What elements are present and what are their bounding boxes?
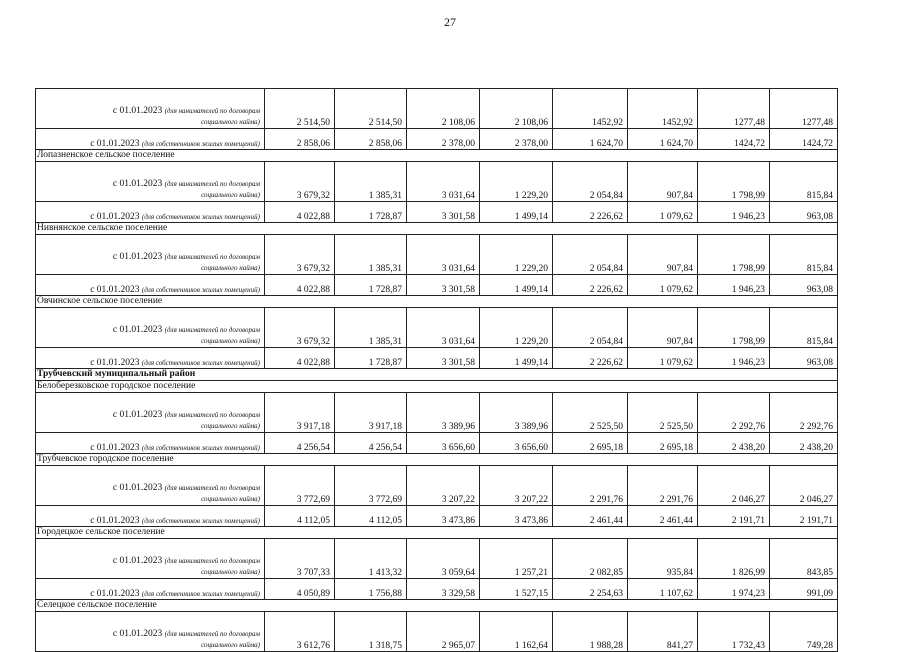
tariff-value-cell: 1277,48	[698, 89, 770, 129]
owner-tariff-row	[36, 129, 838, 150]
row-label-note-cont: социального найма)	[201, 337, 260, 345]
row-label-date: с 01.01.2023	[112, 106, 163, 116]
row-label-note-cont: социального найма)	[201, 568, 260, 576]
tariff-value-cell: 3 679,32	[265, 162, 335, 202]
tenant-tariff-row	[36, 235, 838, 275]
row-label-note: (для собственников жилых помещений)	[141, 590, 260, 598]
tariff-value-cell: 1 079,62	[628, 348, 698, 369]
tariff-value-cell: 1 079,62	[628, 275, 698, 296]
tariff-value-cell: 3 473,86	[480, 506, 553, 527]
tariff-value-cell: 1 385,31	[335, 162, 407, 202]
row-label-note-cont: социального найма)	[201, 641, 260, 649]
settlement-name: Трубчевское городское поселение	[36, 454, 838, 466]
tariff-value-cell: 3 772,69	[335, 466, 407, 506]
row-label-date: с 01.01.2023	[112, 410, 163, 420]
row-label-note: (для нанимателей по договорам	[164, 253, 260, 261]
tariff-value-cell: 2 191,71	[770, 506, 838, 527]
settlement-header-row	[36, 296, 838, 308]
row-label-note: (для собственников жилых помещений)	[141, 359, 260, 367]
tariff-value-cell: 935,84	[628, 539, 698, 579]
tariff-value-cell: 991,09	[770, 579, 838, 600]
row-label-note: (для нанимателей по договорам	[164, 107, 260, 115]
tariff-value-cell: 1 728,87	[335, 202, 407, 223]
tariff-value-cell: 3 207,22	[480, 466, 553, 506]
tariff-value-cell: 2 858,06	[265, 129, 335, 150]
row-label-line1	[40, 410, 260, 421]
tenant-tariff-row	[36, 466, 838, 506]
tariff-value-cell: 3 031,64	[407, 162, 480, 202]
tariff-value-cell: 2 226,62	[553, 348, 628, 369]
tariff-value-cell: 4 112,05	[335, 506, 407, 527]
row-label-date: с 01.01.2023	[112, 325, 163, 335]
owner-tariff-row	[36, 202, 838, 223]
tariff-value-cell: 2 461,44	[628, 506, 698, 527]
tariff-table	[35, 88, 838, 652]
tariff-value-cell: 3 031,64	[407, 235, 480, 275]
owner-tariff-row	[36, 275, 838, 296]
tariff-value-cell: 1 385,31	[335, 235, 407, 275]
row-label-note-cont: социального найма)	[201, 118, 260, 126]
tariff-value-cell: 1 624,70	[628, 129, 698, 150]
tariff-value-cell: 815,84	[770, 308, 838, 348]
page-number: 27	[444, 15, 456, 29]
tariff-value-cell: 2 461,44	[553, 506, 628, 527]
row-label-line1	[40, 629, 260, 640]
tariff-value-cell: 2 226,62	[553, 202, 628, 223]
tariff-value-cell: 3 612,76	[265, 612, 335, 652]
tariff-value-cell: 3 301,58	[407, 275, 480, 296]
tenant-tariff-row	[36, 308, 838, 348]
row-label-note: (для собственников жилых помещений)	[141, 140, 260, 148]
tariff-value-cell: 1 107,62	[628, 579, 698, 600]
row-label-note: (для нанимателей по договорам	[164, 557, 260, 565]
row-label-note: (для нанимателей по договорам	[164, 484, 260, 492]
tariff-value-cell: 3 059,64	[407, 539, 480, 579]
tariff-value-cell: 1 499,14	[480, 202, 553, 223]
tariff-value-cell: 3 656,60	[407, 433, 480, 454]
row-label	[36, 433, 265, 454]
tariff-value-cell: 1452,92	[628, 89, 698, 129]
row-label	[36, 348, 265, 369]
tariff-value-cell: 2 965,07	[407, 612, 480, 652]
row-label-note-cont: социального найма)	[201, 495, 260, 503]
tariff-value-cell: 963,08	[770, 202, 838, 223]
row-label-line1	[40, 483, 260, 494]
settlement-header-row	[36, 454, 838, 466]
row-label-note-cont: социального найма)	[201, 422, 260, 430]
row-label-note: (для нанимателей по договорам	[164, 630, 260, 638]
row-label-date: с 01.01.2023	[90, 139, 140, 149]
tariff-value-cell: 2 191,71	[698, 506, 770, 527]
row-label-line1	[40, 106, 260, 117]
row-label	[36, 539, 265, 579]
tariff-value-cell: 2 292,76	[770, 393, 838, 433]
row-label-note: (для нанимателей по договорам	[164, 411, 260, 419]
tariff-value-cell: 3 301,58	[407, 348, 480, 369]
tariff-value-cell: 1 499,14	[480, 348, 553, 369]
tariff-value-cell: 3 473,86	[407, 506, 480, 527]
tariff-value-cell: 749,28	[770, 612, 838, 652]
tariff-value-cell: 1 946,23	[698, 275, 770, 296]
tariff-value-cell: 2 054,84	[553, 235, 628, 275]
tariff-value-cell: 815,84	[770, 235, 838, 275]
tariff-value-cell: 2 291,76	[553, 466, 628, 506]
tariff-value-cell: 1 798,99	[698, 308, 770, 348]
row-label-line1	[40, 325, 260, 336]
tariff-value-cell: 3 301,58	[407, 202, 480, 223]
tariff-value-cell: 2 514,50	[265, 89, 335, 129]
row-label-date: с 01.01.2023	[90, 358, 140, 368]
tariff-value-cell: 2 054,84	[553, 308, 628, 348]
tariff-value-cell: 4 022,88	[265, 202, 335, 223]
tariff-value-cell: 1 732,43	[698, 612, 770, 652]
row-label-note: (для нанимателей по договорам	[164, 326, 260, 334]
tariff-value-cell: 2 046,27	[698, 466, 770, 506]
tariff-value-cell: 2 514,50	[335, 89, 407, 129]
row-label-date: с 01.01.2023	[112, 179, 163, 189]
tariff-value-cell: 3 031,64	[407, 308, 480, 348]
tariff-value-cell: 907,84	[628, 308, 698, 348]
owner-tariff-row	[36, 579, 838, 600]
tariff-value-cell: 1 079,62	[628, 202, 698, 223]
row-label	[36, 202, 265, 223]
tariff-value-cell: 841,27	[628, 612, 698, 652]
tariff-value-cell: 2 438,20	[698, 433, 770, 454]
district-name: Трубчевский муниципальный район	[36, 369, 838, 381]
tariff-value-cell: 2 695,18	[553, 433, 628, 454]
settlement-name: Белоберезковское городское поселение	[36, 381, 838, 393]
row-label	[36, 162, 265, 202]
settlement-name: Городецкое сельское поселение	[36, 527, 838, 539]
row-label	[36, 275, 265, 296]
tenant-tariff-row	[36, 612, 838, 652]
tariff-value-cell: 1277,48	[770, 89, 838, 129]
tariff-value-cell: 2 858,06	[335, 129, 407, 150]
tariff-value-cell: 2 378,00	[407, 129, 480, 150]
tariff-value-cell: 2 226,62	[553, 275, 628, 296]
settlement-header-row	[36, 600, 838, 612]
row-label-date: с 01.01.2023	[90, 589, 140, 599]
row-label-line1	[40, 556, 260, 567]
row-label-date: с 01.01.2023	[90, 443, 140, 453]
tariff-value-cell: 1 413,32	[335, 539, 407, 579]
tariff-value-cell: 4 112,05	[265, 506, 335, 527]
tariff-value-cell: 2 525,50	[553, 393, 628, 433]
row-label-date: с 01.01.2023	[112, 252, 163, 262]
tariff-value-cell: 1 728,87	[335, 275, 407, 296]
tariff-value-cell: 843,85	[770, 539, 838, 579]
tariff-value-cell: 1 728,87	[335, 348, 407, 369]
row-label-line1	[40, 252, 260, 263]
tariff-value-cell: 3 707,33	[265, 539, 335, 579]
row-label-note: (для нанимателей по договорам	[164, 180, 260, 188]
row-label-date: с 01.01.2023	[90, 285, 140, 295]
tariff-value-cell: 4 022,88	[265, 348, 335, 369]
tariff-value-cell: 1452,92	[553, 89, 628, 129]
row-label	[36, 466, 265, 506]
tariff-value-cell: 1 974,23	[698, 579, 770, 600]
tariff-value-cell: 1424,72	[698, 129, 770, 150]
owner-tariff-row	[36, 506, 838, 527]
owner-tariff-row	[36, 433, 838, 454]
tariff-value-cell: 3 329,58	[407, 579, 480, 600]
tariff-value-cell: 1 527,15	[480, 579, 553, 600]
row-label-date: с 01.01.2023	[90, 516, 140, 526]
settlement-name: Нивнянское сельское поселение	[36, 223, 838, 235]
tariff-value-cell: 1 385,31	[335, 308, 407, 348]
tenant-tariff-row	[36, 393, 838, 433]
tenant-tariff-row	[36, 89, 838, 129]
tariff-value-cell: 3 917,18	[265, 393, 335, 433]
tariff-value-cell: 963,08	[770, 348, 838, 369]
settlement-name: Овчинское сельское поселение	[36, 296, 838, 308]
tariff-value-cell: 3 679,32	[265, 308, 335, 348]
row-label	[36, 308, 265, 348]
tariff-value-cell: 3 389,96	[480, 393, 553, 433]
settlement-name: Лопазненское сельское поселение	[36, 150, 838, 162]
row-label-note: (для собственников жилых помещений)	[141, 444, 260, 452]
row-label-note: (для собственников жилых помещений)	[141, 517, 260, 525]
tariff-value-cell: 4 256,54	[265, 433, 335, 454]
row-label	[36, 129, 265, 150]
tariff-value-cell: 1424,72	[770, 129, 838, 150]
row-label-line1	[40, 179, 260, 190]
tariff-value-cell: 2 108,06	[407, 89, 480, 129]
tariff-value-cell: 1 988,28	[553, 612, 628, 652]
tariff-value-cell: 3 917,18	[335, 393, 407, 433]
settlement-header-row	[36, 150, 838, 162]
tariff-value-cell: 2 525,50	[628, 393, 698, 433]
row-label-note-cont: социального найма)	[201, 191, 260, 199]
tariff-value-cell: 3 207,22	[407, 466, 480, 506]
tariff-value-cell: 1 229,20	[480, 162, 553, 202]
tariff-value-cell: 1 257,21	[480, 539, 553, 579]
row-label-date: с 01.01.2023	[90, 212, 140, 222]
tenant-tariff-row	[36, 162, 838, 202]
tariff-value-cell: 815,84	[770, 162, 838, 202]
tariff-value-cell: 4 256,54	[335, 433, 407, 454]
district-header-row	[36, 369, 838, 381]
tariff-value-cell: 907,84	[628, 235, 698, 275]
row-label	[36, 89, 265, 129]
tariff-value-cell: 3 656,60	[480, 433, 553, 454]
tariff-value-cell: 1 798,99	[698, 235, 770, 275]
tariff-value-cell: 3 679,32	[265, 235, 335, 275]
row-label-date: с 01.01.2023	[112, 629, 163, 639]
row-label	[36, 393, 265, 433]
tariff-value-cell: 4 050,89	[265, 579, 335, 600]
tariff-value-cell: 2 291,76	[628, 466, 698, 506]
tariff-value-cell: 1 756,88	[335, 579, 407, 600]
tariff-value-cell: 2 695,18	[628, 433, 698, 454]
tariff-value-cell: 3 772,69	[265, 466, 335, 506]
tariff-value-cell: 1 826,99	[698, 539, 770, 579]
settlement-name: Селецкое сельское поселение	[36, 600, 838, 612]
tariff-value-cell: 907,84	[628, 162, 698, 202]
row-label-note: (для собственников жилых помещений)	[141, 286, 260, 294]
tariff-value-cell: 2 438,20	[770, 433, 838, 454]
tariff-value-cell: 4 022,88	[265, 275, 335, 296]
tenant-tariff-row	[36, 539, 838, 579]
row-label-date: с 01.01.2023	[112, 483, 163, 493]
settlement-header-row	[36, 223, 838, 235]
row-label-note: (для собственников жилых помещений)	[141, 213, 260, 221]
row-label	[36, 506, 265, 527]
tariff-value-cell: 2 254,63	[553, 579, 628, 600]
row-label	[36, 612, 265, 652]
tariff-value-cell: 2 082,85	[553, 539, 628, 579]
tariff-value-cell: 1 624,70	[553, 129, 628, 150]
tariff-value-cell: 2 292,76	[698, 393, 770, 433]
tariff-value-cell: 1 229,20	[480, 235, 553, 275]
tariff-value-cell: 2 108,06	[480, 89, 553, 129]
tariff-value-cell: 3 389,96	[407, 393, 480, 433]
settlement-header-row	[36, 527, 838, 539]
tariff-value-cell: 2 046,27	[770, 466, 838, 506]
tariff-value-cell: 963,08	[770, 275, 838, 296]
tariff-value-cell: 1 318,75	[335, 612, 407, 652]
owner-tariff-row	[36, 348, 838, 369]
tariff-value-cell: 2 378,00	[480, 129, 553, 150]
tariff-value-cell: 1 946,23	[698, 202, 770, 223]
settlement-header-row	[36, 381, 838, 393]
tariff-value-cell: 2 054,84	[553, 162, 628, 202]
row-label	[36, 235, 265, 275]
row-label-note-cont: социального найма)	[201, 264, 260, 272]
tariff-value-cell: 1 162,64	[480, 612, 553, 652]
tariff-value-cell: 1 499,14	[480, 275, 553, 296]
tariff-table-body	[36, 89, 838, 652]
tariff-value-cell: 1 946,23	[698, 348, 770, 369]
row-label-date: с 01.01.2023	[112, 556, 163, 566]
row-label	[36, 579, 265, 600]
tariff-value-cell: 1 798,99	[698, 162, 770, 202]
tariff-value-cell: 1 229,20	[480, 308, 553, 348]
